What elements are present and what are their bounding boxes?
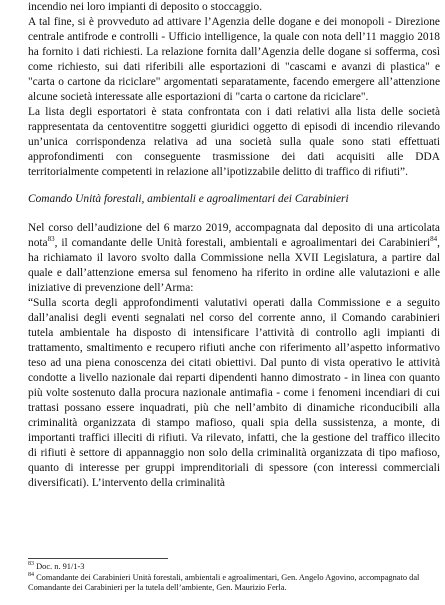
- footnote-ref-84[interactable]: 84: [430, 235, 438, 244]
- paragraph-quote: “Sulla scorta degli approfondimenti valutativi operati dalla Commissione e a seguito dall’analisi degli eventi segnalati nel corso del corrente anno, il Comando carabinieri tutela ambientale ha disposto di intensificare l’attività di controllo agli impianti di trattamento, smaltimento e recupero rifiuti anche con riferimento all’aspetto informativo teso ad una piena conoscenza dei citati obiettivi. Dal punto di vista operativo le attività condotte a livello nazionale dai reparti dipendenti hanno dimostrato - in linea con quanto più volte sostenuto dalla procura nazionale antimafia - come i fenomeni incendiari di cui trattasi possano essere inquadrati, più che nell’ambito di dinamiche riconducibili alla criminalità organizzata di stampo mafioso, quali spia della sussistenza, a monte, di importanti traffici illeciti di rifiuti. Va rilevato, infatti, che la gestione del traffico illecito di rifiuti è settore di appannaggio non solo della criminalità organizzata di tipo mafioso, quanto di interesse per gruppi imprenditoriali di spessore (con interessi commerciali diversificati). L’intervento della criminalità: [28, 297, 440, 489]
- spacer: [28, 207, 440, 221]
- paragraph-lista-esportatori: La lista degli esportatori è stata confrontata con i dati relativi alla lista delle società rappresentata da centoventitre soggetti giuridici oggetto di episodi di incendio rilevando un’unica corrispondenza relativa ad una società sulla quale sono stati effettuati approfondimenti con conseguente trasmissione dei dati acquisiti alle DDA territorialmente competenti in relazione all’ipotizzabile delitto di traffico di rifiuti”.: [28, 106, 440, 178]
- audizione-text-part2: , il comandante delle Unità forestali, ambientali e agroalimentari dei Carabinieri: [54, 237, 431, 249]
- footnotes: [28, 558, 440, 594]
- footnote-number: 83: [28, 561, 34, 568]
- audizione-text-part1: Nel corso dell’audizione del 6 marzo 2019, accompagnata dal deposito di una articolata nota: [28, 222, 440, 249]
- footnote-divider: [28, 558, 168, 559]
- footnote-84: [28, 573, 440, 594]
- audizione-text-part3: , ha richiamato il lavoro svolto dalla Commissione nella XVII Legislatura, a partire dal quale e dall’attenzione emersa sul fenomeno ha riferito in ordine alle valutazioni e alle iniziative di prevenzione dell’Arma:: [28, 237, 440, 294]
- paragraph-agenzia-dogane: A tal fine, si è provveduto ad attivare l’Agenzia delle dogane e dei monopoli - Direzione centrale antifrode e controlli - Ufficio intelligence, la quale con nota dell’11 maggio 2018 ha fornito i dati richiesti. La relazione fornita dall’Agenzia delle dogane si sofferma, così come richiesto, sui dati riferibili alle esportazioni di "cascami e avanzi di plastica" e "carta o cartone da riciclare" argomentati separatamente, facendo emergere all’attenzione alcune società interessate alle esportazioni di "carta o cartone da riciclare".: [28, 16, 440, 103]
- document-page: [28, 0, 440, 491]
- footnote-text: Comandante dei Carabinieri Unità forestali, ambientali e agroalimentari, Gen. Angelo Agovino, accompagnato dal Comandante dei Carabinieri per la tutela dell’ambiente, Gen. Maurizio Ferla.: [28, 572, 420, 592]
- section-heading: Comando Unità forestali, ambientali e agroalimentari dei Carabinieri: [28, 193, 349, 205]
- footnote-text: Doc. n. 91/1-3: [36, 562, 85, 571]
- footnote-number: 84: [28, 571, 34, 578]
- paragraph-incendio: incendio nei loro impianti di deposito o stoccaggio.: [28, 1, 263, 13]
- footnote-83: [28, 562, 440, 573]
- footnote-ref-83[interactable]: 83: [47, 235, 55, 244]
- paragraph-audizione: [28, 221, 440, 296]
